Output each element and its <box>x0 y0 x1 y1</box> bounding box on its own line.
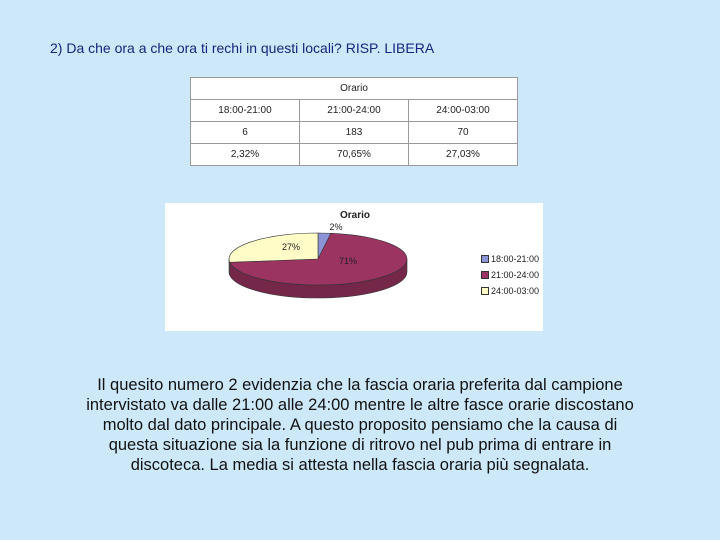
count-cell: 70 <box>409 122 518 144</box>
percent-cell: 27,03% <box>409 144 518 166</box>
data-label: 71% <box>338 256 358 266</box>
legend-swatch <box>481 271 489 279</box>
legend-item <box>481 251 539 267</box>
slide-title: 2) Da che ora a che ora ti rechi in questi locali? RISP. LIBERA <box>50 40 435 56</box>
table-row <box>191 122 518 144</box>
legend-item <box>481 283 539 299</box>
legend-label: 21:00-24:00 <box>491 270 540 280</box>
column-label: 24:00-03:00 <box>409 100 518 122</box>
explanation-paragraph: Il quesito numero 2 evidenzia che la fascia oraria preferita dal campione intervistato va dalle 21:00 alle 24:00 mentre le altre fasce orarie discostano molto dal dato principale. A questo proposito pensiamo che la causa di questa situazione sia la funzione di ritrovo nel pub prima di entrare in discoteca. La media si attesta nella fascia oraria più segnalata. <box>86 376 634 474</box>
legend-label: 24:00-03:00 <box>491 286 540 296</box>
chart-title: Orario <box>339 210 371 221</box>
data-table <box>190 77 518 166</box>
pie-chart <box>165 203 543 331</box>
table-row <box>191 100 518 122</box>
percent-cell: 2,32% <box>191 144 300 166</box>
chart-legend <box>481 251 539 299</box>
pie-slice <box>229 233 318 262</box>
legend-swatch <box>481 255 489 263</box>
legend-item <box>481 267 539 283</box>
column-label: 21:00-24:00 <box>300 100 409 122</box>
data-label: 2% <box>329 222 343 232</box>
count-cell: 6 <box>191 122 300 144</box>
count-cell: 183 <box>300 122 409 144</box>
column-label: 18:00-21:00 <box>191 100 300 122</box>
legend-swatch <box>481 287 489 295</box>
legend-label: 18:00-21:00 <box>491 254 540 264</box>
table-header-cell: Orario <box>191 78 518 100</box>
data-label: 27% <box>281 242 301 252</box>
table-header-row <box>191 78 518 100</box>
percent-cell: 70,65% <box>300 144 409 166</box>
table-row <box>191 144 518 166</box>
